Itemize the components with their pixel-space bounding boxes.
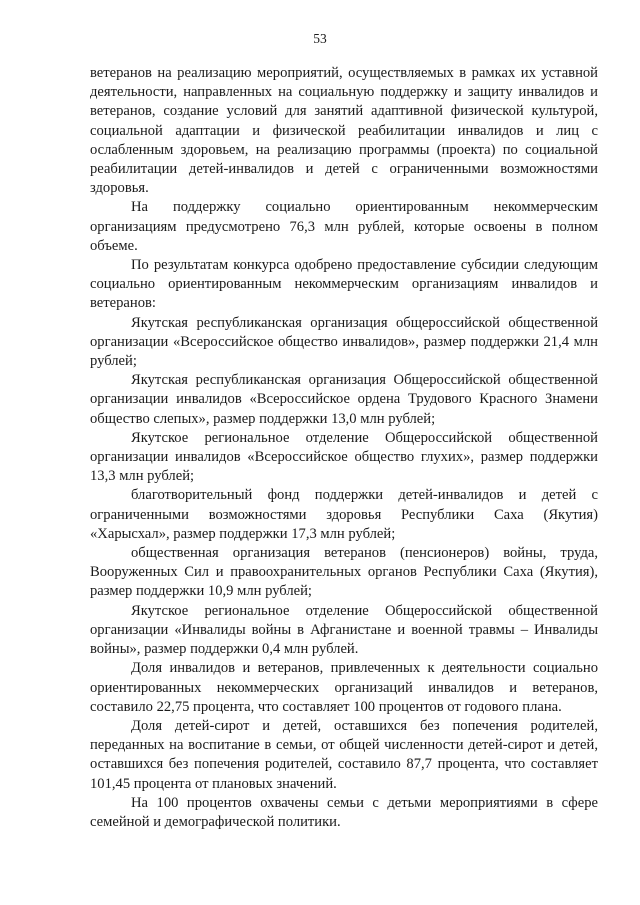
paragraph-competition-results: По результатам конкурса одобрено предоставление субсидии следующим социально ориентированным некоммерческим организациям инвалидов и ветеранов: [90,257,598,312]
paragraph-share-of-disabled: Доля инвалидов и ветеранов, привлеченных к деятельности социально ориентированных некоммерческих организаций инвалидов и ветеранов, составило 22,75 процента, что составляет 100 процентов от годового плана. [90,660,598,715]
list-item-society-of-disabled: Якутская республиканская организация общероссийской общественной организации «Всероссийское общество инвалидов», размер поддержки 21,4 млн рублей; [90,314,598,370]
paragraph-continuation: ветеранов на реализацию мероприятий, осуществляемых в рамках их уставной деятельности, направленных на социальную поддержку и защиту инвалидов и ветеранов, создание условий для занятий адаптивной физической культурой, социальной адаптации и физической реабилитации инвалидов и лиц с ослабленным здоровьем, на реализацию программы (проекта) по социальной реабилитации детей-инвалидов и детей с ограниченными возможностями здоровья. [90,65,598,197]
list-item-afghanistan-veterans: Якутское региональное отделение Общероссийской общественной организации «Инвалиды войны в Афганистане и военной травмы – Инвалиды войны», размер поддержки 0,4 млн рублей. [90,602,598,658]
list-item-veterans-organization: общественная организация ветеранов (пенсионеров) войны, труда, Вооруженных Сил и правоохранительных органов Республики Саха (Якутия), размер поддержки 10,9 млн рублей; [90,545,598,600]
paragraph-share-of-orphans: Доля детей-сирот и детей, оставшихся без попечения родителей, переданных на воспитание в семьи, от общей численности детей-сирот и детей, оставшихся без попечения родителей, составило 87,7 процента, что составляет 101,45 процента от плановых значений. [90,717,598,792]
list-item-charity-fund: благотворительный фонд поддержки детей-инвалидов и детей с ограниченными возможностями здоровья Республики Саха (Якутия) «Харысхал», размер поддержки 17,3 млн рублей; [90,487,598,542]
list-item-society-of-blind: Якутская республиканская организация Общероссийской общественной организации инвалидов «Всероссийское ордена Трудового Красного Знамени общество слепых», размер поддержки 13,0 млн рублей; [90,372,598,427]
list-item-society-of-deaf: Якутское региональное отделение Общероссийской общественной организации инвалидов «Всероссийское общество глухих», размер поддержки 13,3 млн рублей; [90,429,598,485]
body-text [90,64,598,832]
page-number: 53 [313,31,327,46]
paragraph-family-coverage: На 100 процентов охвачены семьи с детьми мероприятиями в сфере семейной и демографической политики. [90,794,598,830]
paragraph-funding-total: На поддержку социально ориентированным некоммерческим организациям предусмотрено 76,3 млн рублей, которые освоены в полном объеме. [90,199,598,254]
